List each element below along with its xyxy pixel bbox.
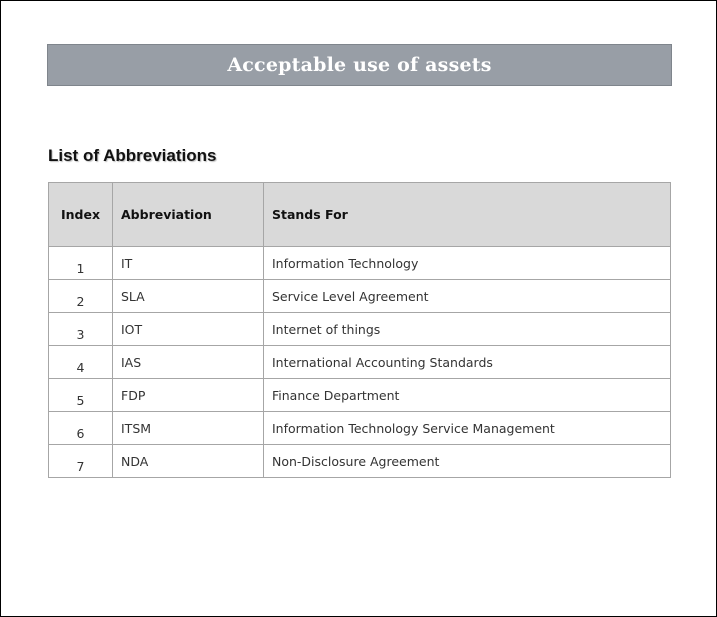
table-row — [49, 313, 671, 346]
table-row — [49, 247, 671, 280]
cell-stands-for: Finance Department — [264, 379, 671, 412]
cell-abbreviation: IT — [113, 247, 264, 280]
cell-abbreviation: IOT — [113, 313, 264, 346]
cell-stands-for: Service Level Agreement — [264, 280, 671, 313]
cell-abbreviation: FDP — [113, 379, 264, 412]
document-title: Acceptable use of assets — [227, 54, 492, 76]
cell-index: 7 — [49, 445, 113, 478]
cell-stands-for: Non-Disclosure Agreement — [264, 445, 671, 478]
table-row — [49, 280, 671, 313]
section-heading: List of Abbreviations — [48, 146, 217, 165]
cell-stands-for: Information Technology Service Management — [264, 412, 671, 445]
cell-stands-for: Information Technology — [264, 247, 671, 280]
header-abbreviation: Abbreviation — [113, 183, 264, 247]
header-index: Index — [49, 183, 113, 247]
cell-abbreviation: SLA — [113, 280, 264, 313]
cell-abbreviation: ITSM — [113, 412, 264, 445]
table-row — [49, 379, 671, 412]
cell-index: 4 — [49, 346, 113, 379]
cell-abbreviation: NDA — [113, 445, 264, 478]
cell-index: 6 — [49, 412, 113, 445]
table-header-row — [49, 183, 671, 247]
title-banner — [47, 44, 672, 86]
table-body — [49, 247, 671, 478]
header-stands-for: Stands For — [264, 183, 671, 247]
cell-abbreviation: IAS — [113, 346, 264, 379]
table-header — [49, 183, 671, 247]
table-row — [49, 346, 671, 379]
cell-index: 3 — [49, 313, 113, 346]
cell-index: 2 — [49, 280, 113, 313]
cell-index: 1 — [49, 247, 113, 280]
table-row — [49, 412, 671, 445]
cell-index: 5 — [49, 379, 113, 412]
table-row — [49, 445, 671, 478]
cell-stands-for: International Accounting Standards — [264, 346, 671, 379]
cell-stands-for: Internet of things — [264, 313, 671, 346]
abbreviations-table — [48, 182, 671, 478]
